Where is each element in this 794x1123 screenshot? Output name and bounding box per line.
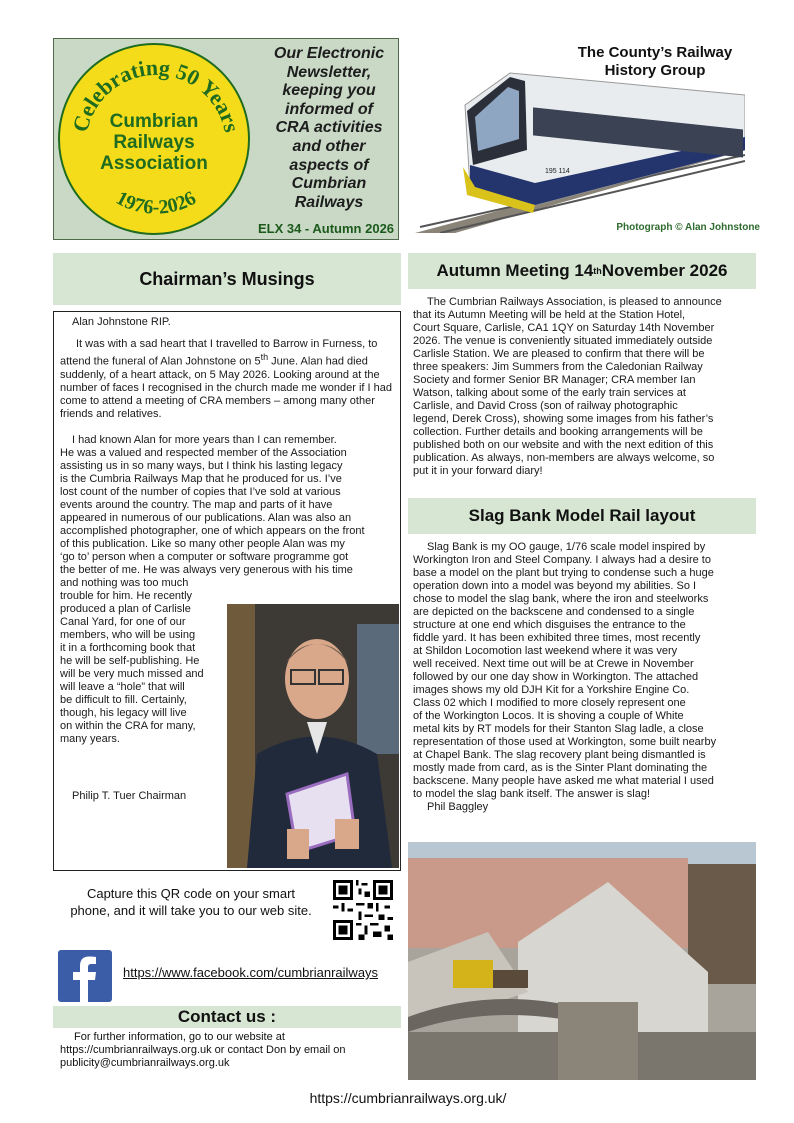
slag-line: followed by our one day show in Workington. The attached bbox=[413, 671, 699, 683]
para2-line: on within the CRA for many, bbox=[60, 720, 196, 732]
para2-line: of this publication. Like so many other people Alan was my bbox=[60, 538, 345, 550]
para2-line: I had known Alan for more years than I can remember. bbox=[72, 434, 337, 446]
tagline-line: and other bbox=[292, 137, 366, 155]
slag-line: chose to model the slag bank, where the iron and steelworks bbox=[413, 593, 709, 605]
qr-line2: phone, and it will take you to our web site. bbox=[70, 903, 312, 918]
slag-line: structure at one end which disguises the entrance to the bbox=[413, 619, 686, 631]
contact-line1: For further information, go to our website at bbox=[74, 1031, 285, 1043]
slag-line: representation of those used at Workington, some built nearby bbox=[413, 736, 717, 748]
chairman-box bbox=[53, 311, 401, 871]
slag-line: of the Workington Locos. It is shoving a couple of White bbox=[413, 710, 684, 722]
para2-line: will be very much missed and bbox=[60, 668, 204, 680]
qr-instructions bbox=[60, 885, 322, 919]
slag-line: Slag Bank is my OO gauge, 1/76 scale model inspired by bbox=[427, 541, 706, 553]
slag-line: to model the slag bank itself. The answer is slag! bbox=[413, 788, 651, 800]
tagline-line: Cumbrian bbox=[291, 175, 367, 193]
autumn-meeting-heading bbox=[408, 253, 756, 289]
para1-sup: th bbox=[260, 352, 269, 362]
masthead-panel bbox=[53, 38, 399, 240]
contact-heading: Contact us : bbox=[53, 1006, 401, 1028]
para1-text: It was with a sad heart that I travelled to Barrow in Furness, to attend the funeral of Alan Johnstone on 5 bbox=[60, 338, 378, 368]
para2-line: be difficult to fill. Certainly, bbox=[60, 694, 187, 706]
slag-line: base a model on the plant but trying to condense such a huge bbox=[413, 567, 714, 579]
para2-line: is the Cumbria Railways Map that he produced for us. I’ve bbox=[60, 473, 342, 485]
seal-name-line1: Cumbrian bbox=[109, 111, 199, 132]
seal-name-line3: Association bbox=[100, 153, 208, 174]
para2-line: many years. bbox=[60, 733, 120, 745]
para2-line: the better of me. He was always very generous with his time bbox=[60, 564, 353, 576]
photo-credit: Photograph © Alan Johnstone bbox=[616, 222, 760, 233]
chairman-signature: Philip T. Tuer Chairman bbox=[72, 790, 187, 802]
chairman-heading: Chairman’s Musings bbox=[53, 253, 401, 305]
para2-line: accomplished photographer, one of which appears on the front bbox=[60, 525, 365, 537]
seal-arc-top: Celebrating 50 Years bbox=[67, 54, 245, 135]
para2-line: appeared in numerous of our publications. Alan was also an bbox=[60, 512, 352, 524]
slag-line: are depicted on the backscene and condensed to a single bbox=[413, 606, 695, 618]
cra-50-years-seal bbox=[56, 41, 252, 237]
group-title-line1: The County’s Railway bbox=[577, 44, 733, 61]
para2-line: though, his legacy will live bbox=[60, 707, 187, 719]
tagline-line: aspects of bbox=[289, 156, 369, 174]
newsletter-tagline bbox=[260, 45, 398, 212]
para2-line: assisting us in so many ways, but I think his lasting legacy bbox=[60, 460, 343, 472]
group-title-line2: History Group bbox=[604, 62, 706, 79]
para2-line: members, who will be using bbox=[60, 629, 196, 641]
slag-line: at Chapel Bank. The slag recovery plant being dismantled is bbox=[413, 749, 706, 761]
para2-line: events around the country. The map and parts of it have bbox=[60, 499, 333, 511]
slag-line: mostly made from card, as is the Sinter Plant dominating the bbox=[413, 762, 708, 774]
seal-years: 1976-2026 bbox=[112, 187, 200, 219]
train-photo bbox=[415, 55, 745, 233]
autumn-heading-text: Autumn Meeting 14 bbox=[436, 261, 594, 280]
autumn-line: Court Square, Carlisle, CA1 1QY on Saturday 14th November bbox=[413, 322, 715, 334]
autumn-heading-text-cont: November 2026 bbox=[601, 261, 728, 280]
contact-email[interactable]: publicity@cumbrianrailways.org.uk bbox=[60, 1057, 230, 1069]
tagline-line: keeping you bbox=[282, 82, 376, 100]
autumn-meeting-text bbox=[413, 296, 758, 478]
autumn-line: published both on our website and with the next edition of this bbox=[413, 439, 714, 451]
slag-line: metal kits by RT models for their Stanton Slag ladle, a close bbox=[413, 723, 704, 735]
slag-line: operation down into a model was beyond my abilities. So I bbox=[413, 580, 697, 592]
slag-line: well received. Next time out will be at Crewe in November bbox=[413, 658, 694, 670]
para2-line: trouble for him. He recently bbox=[60, 590, 193, 602]
slag-line: backscene. Many people have asked me what material I used bbox=[413, 775, 714, 787]
autumn-heading-sup: th bbox=[593, 266, 602, 276]
para2-line: ‘go to’ person when a computer or software programme got bbox=[60, 551, 349, 563]
para2-line: Canal Yard, for one of our bbox=[60, 616, 186, 628]
para2-line: he will be self-publishing. He bbox=[60, 655, 200, 667]
contact-text bbox=[60, 1031, 400, 1070]
slag-bank-heading: Slag Bank Model Rail layout bbox=[408, 498, 756, 534]
chairman-rip: Alan Johnstone RIP. bbox=[72, 316, 171, 328]
tagline-line: Railways bbox=[294, 193, 364, 211]
seal-name-line2: Railways bbox=[113, 132, 195, 153]
autumn-line: Carlisle, and David Cross (son of railway photographic bbox=[413, 400, 678, 412]
facebook-icon[interactable] bbox=[58, 950, 112, 1002]
facebook-link[interactable]: https://www.facebook.com/cumbrianrailways bbox=[123, 965, 379, 980]
tagline-line: informed of bbox=[285, 100, 373, 118]
para2-line: it in a forthcoming book that bbox=[60, 642, 196, 654]
train-number: 195 114 bbox=[545, 168, 570, 175]
alan-johnstone-photo bbox=[227, 604, 399, 868]
autumn-line: Carlisle Station. We are pleased to confirm that there will be bbox=[413, 348, 705, 360]
autumn-line: legend, Derek Cross), showing some images from his father’s bbox=[413, 413, 714, 425]
chairman-para1 bbox=[60, 338, 394, 432]
para2-line: will leave a “hole” that will bbox=[60, 681, 185, 693]
contact-website[interactable]: https://cumbrianrailways.org.uk or contact Don by email on bbox=[60, 1044, 346, 1056]
autumn-line: put it in your forward diary! bbox=[413, 465, 543, 477]
slag-author: Phil Baggley bbox=[427, 801, 489, 813]
autumn-line: Society and former Senior BR Manager; CRA member Ian bbox=[413, 374, 696, 386]
slag-line: Class 02 which I modified to more closely represent one bbox=[413, 697, 686, 709]
autumn-line: three speakers: Jim Summers from the Caledonian Railway bbox=[413, 361, 703, 373]
edition-label: ELX 34 - Autumn 2026 bbox=[257, 221, 395, 236]
qr-code[interactable] bbox=[332, 880, 394, 940]
autumn-line: 2026. The venue is conveniently situated immediately outside bbox=[413, 335, 713, 347]
slag-bank-model-photo bbox=[408, 842, 756, 1080]
qr-line1: Capture this QR code on your smart bbox=[86, 886, 296, 901]
autumn-line: collection. Further details and booking arrangements will be bbox=[413, 426, 703, 438]
tagline-line: Our Electronic bbox=[273, 45, 385, 62]
slag-line: images shows my old DJH Kit for a Yorkshire Engine Co. bbox=[413, 684, 690, 696]
para2-line: produced a plan of Carlisle bbox=[60, 603, 191, 615]
slag-line: at Shildon Locomotion last weekend where it was very bbox=[413, 645, 678, 657]
autumn-line: The Cumbrian Railways Association, is pleased to announce bbox=[427, 296, 722, 308]
tagline-line: CRA activities bbox=[275, 119, 383, 137]
slag-line: fiddle yard. It has been exhibited three times, most recently bbox=[413, 632, 701, 644]
para1-text-cont: June. Alan had died suddenly, of a heart attack, on 5 May 2026. Looking around at the number of faces I recognised in the church made me wonder if I had come to attend a meeting of CRA members – among many other friends and relatives. bbox=[60, 355, 393, 420]
slag-bank-text bbox=[413, 541, 758, 814]
para2-line: lost count of the number of copies that I’ve sold at various bbox=[60, 486, 341, 498]
autumn-line: publication. As always, non-members are always welcome, so bbox=[413, 452, 715, 464]
tagline-line: Newsletter, bbox=[286, 63, 372, 81]
para2-line: He was a valued and respected member of the Association bbox=[60, 447, 347, 459]
autumn-line: Watson, talking about some of the early train services at bbox=[413, 387, 686, 399]
autumn-line: that its Autumn Meeting will be held at the Station Hotel, bbox=[413, 309, 686, 321]
para2-line: and nothing was too much bbox=[60, 577, 189, 589]
slag-line: Workington Iron and Steel Company. I always had a desire to bbox=[413, 554, 711, 566]
footer-url[interactable]: https://cumbrianrailways.org.uk/ bbox=[309, 1090, 507, 1106]
